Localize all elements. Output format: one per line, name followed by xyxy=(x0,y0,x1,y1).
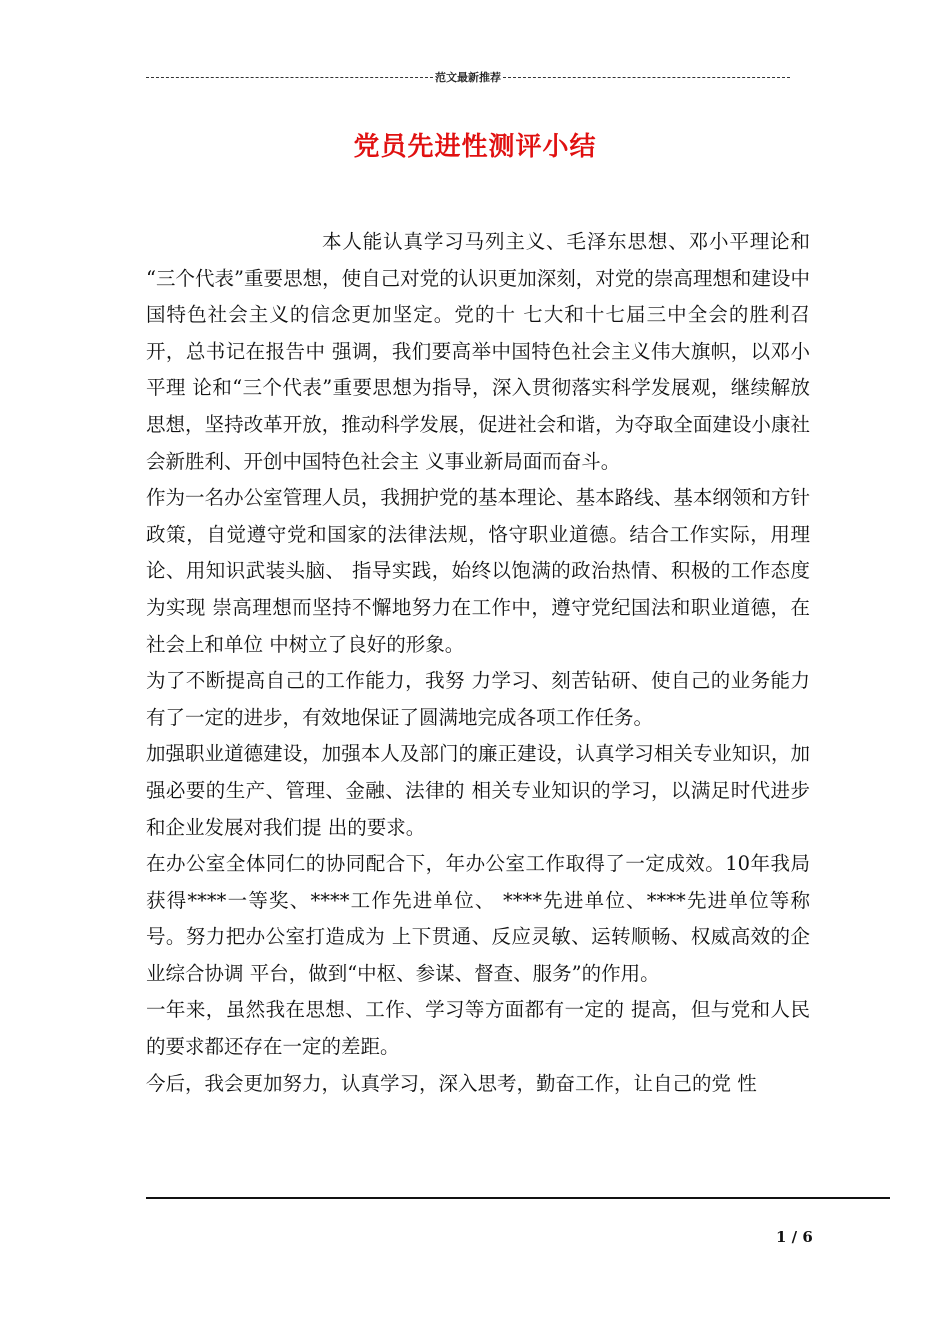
paragraph-6: 一年来，虽然我在思想、工作、学习等方面都有一定的 提高，但与党和人民的要求都还存在一定的差距。 xyxy=(146,998,810,1059)
paragraph-3: 为了不断提高自己的工作能力，我努 力学习、刻苦钻研、使自己的业务能力有了一定的进步，有效地保证了圆满地完成各项工作任务。 xyxy=(146,669,810,729)
paragraph-1: 本人能认真学习马列主义、毛泽东思想、邓小平理论和 “三个代表”重要思想，使自己对党的认识更加深刻，对党的崇高理想和建设中国特色社会主义的信念更加坚定。党的十 七大和十七届三中全会的胜利召开，总书记在报告中 强调，我们要高举中国特色社会主义伟大旗帜，以邓小平理 论和“三个代表”重要思想为指导，深入贯彻落实科学发展观，继续解放思想，坚持改革开放，推动科学发展，促进社会和谐，为夺取全面建设小康社会新胜利、开创中国特色社会主 义事业新局面而奋斗。 xyxy=(146,230,810,473)
header-label: 范文最新推荐 xyxy=(435,71,501,84)
paragraph-5: 在办公室全体同仁的协同配合下，年办公室工作取得了一定成效。10年我局获得****一等奖、****工作先进单位、 ****先进单位、****先进单位等称号。努力把办公室打造成为 上下贯通、反应灵敏、运转顺畅、权威高效的企业综合协调 平台，做到“中枢、参谋、督查、服务”的作用。 xyxy=(146,852,810,985)
paragraph-4: 加强职业道德建设，加强本人及部门的廉正建设，认真学习相关专业知识，加强必要的生产、管理、金融、法律的 相关专业知识的学习，以满足时代进步和企业发展对我们提 出的要求。 xyxy=(146,742,810,839)
document-title: 党员先进性测评小结 xyxy=(353,132,597,162)
paragraph-7: 今后，我会更加努力，认真学习，深入思考，勤奋工作，让自己的党 性 xyxy=(146,1071,757,1095)
footer-rule xyxy=(146,1197,890,1199)
paragraph-2: 作为一名办公室管理人员，我拥护党的基本理论、基本路线、基本纲领和方针政策，自觉遵守党和国家的法律法规，恪守职业道德。结合工作实际，用理论、用知识武装头脑、 指导实践，始终以饱满的政治热情、积极的工作态度为实现 崇高理想而坚持不懈地努力在工作中，遵守党纪国法和职业道德，在社会上和单位 中树立了良好的形象。 xyxy=(146,486,810,656)
header-dashed-rule-right xyxy=(503,77,790,78)
document-body xyxy=(146,224,810,1102)
header-dashed-rule-left xyxy=(146,77,433,78)
page-header xyxy=(146,67,790,87)
page-number: 1 / 6 xyxy=(776,1228,813,1246)
